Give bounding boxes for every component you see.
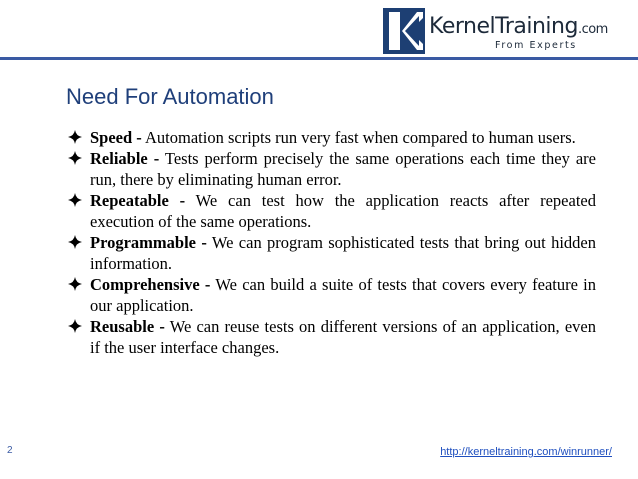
logo-name-text: KernelTraining — [429, 14, 578, 39]
bullet-list — [66, 127, 596, 358]
page-number: 2 — [7, 445, 13, 456]
bullet-item — [66, 316, 596, 358]
bullet-text: Tests perform precisely the same operations each time they are run, there by eliminating human error. — [90, 149, 596, 189]
logo-domain: .com — [577, 22, 608, 37]
bullet-term: Speed - — [90, 128, 142, 147]
footer-link[interactable]: http://kerneltraining.com/winrunner/ — [440, 446, 612, 458]
k-logo-icon — [383, 8, 425, 54]
bullet-item — [66, 190, 596, 232]
bullet-item — [66, 274, 596, 316]
bullet-text: Automation scripts run very fast when compared to human users. — [141, 128, 576, 147]
diamond-bullet-icon — [68, 193, 82, 207]
diamond-bullet-icon — [68, 277, 82, 291]
bullet-term: Programmable - — [90, 233, 207, 252]
bullet-term: Comprehensive - — [90, 275, 211, 294]
bullet-text: We can test how the application reacts after repeated execution of the same operations. — [90, 191, 596, 231]
logo-name — [429, 14, 608, 39]
header-divider — [0, 57, 638, 60]
bullet-term: Reliable - — [90, 149, 160, 168]
slide-title: Need For Automation — [66, 84, 274, 109]
bullet-item — [66, 232, 596, 274]
bullet-term: Repeatable - — [90, 191, 186, 210]
logo-tagline: From Experts — [495, 40, 577, 51]
diamond-bullet-icon — [68, 319, 82, 333]
bullet-term: Reusable - — [90, 317, 165, 336]
diamond-bullet-icon — [68, 130, 82, 144]
bullet-text: We can build a suite of tests that covers every feature in our application. — [90, 275, 597, 315]
bullet-text: We can program sophisticated tests that bring out hidden information. — [90, 233, 596, 273]
bullet-text: We can reuse tests on different versions of an application, even if the user interface changes. — [90, 317, 596, 357]
bullet-item — [66, 127, 596, 148]
kerneltraining-logo — [383, 8, 613, 56]
diamond-bullet-icon — [68, 151, 82, 165]
diamond-bullet-icon — [68, 235, 82, 249]
bullet-item — [66, 148, 596, 190]
